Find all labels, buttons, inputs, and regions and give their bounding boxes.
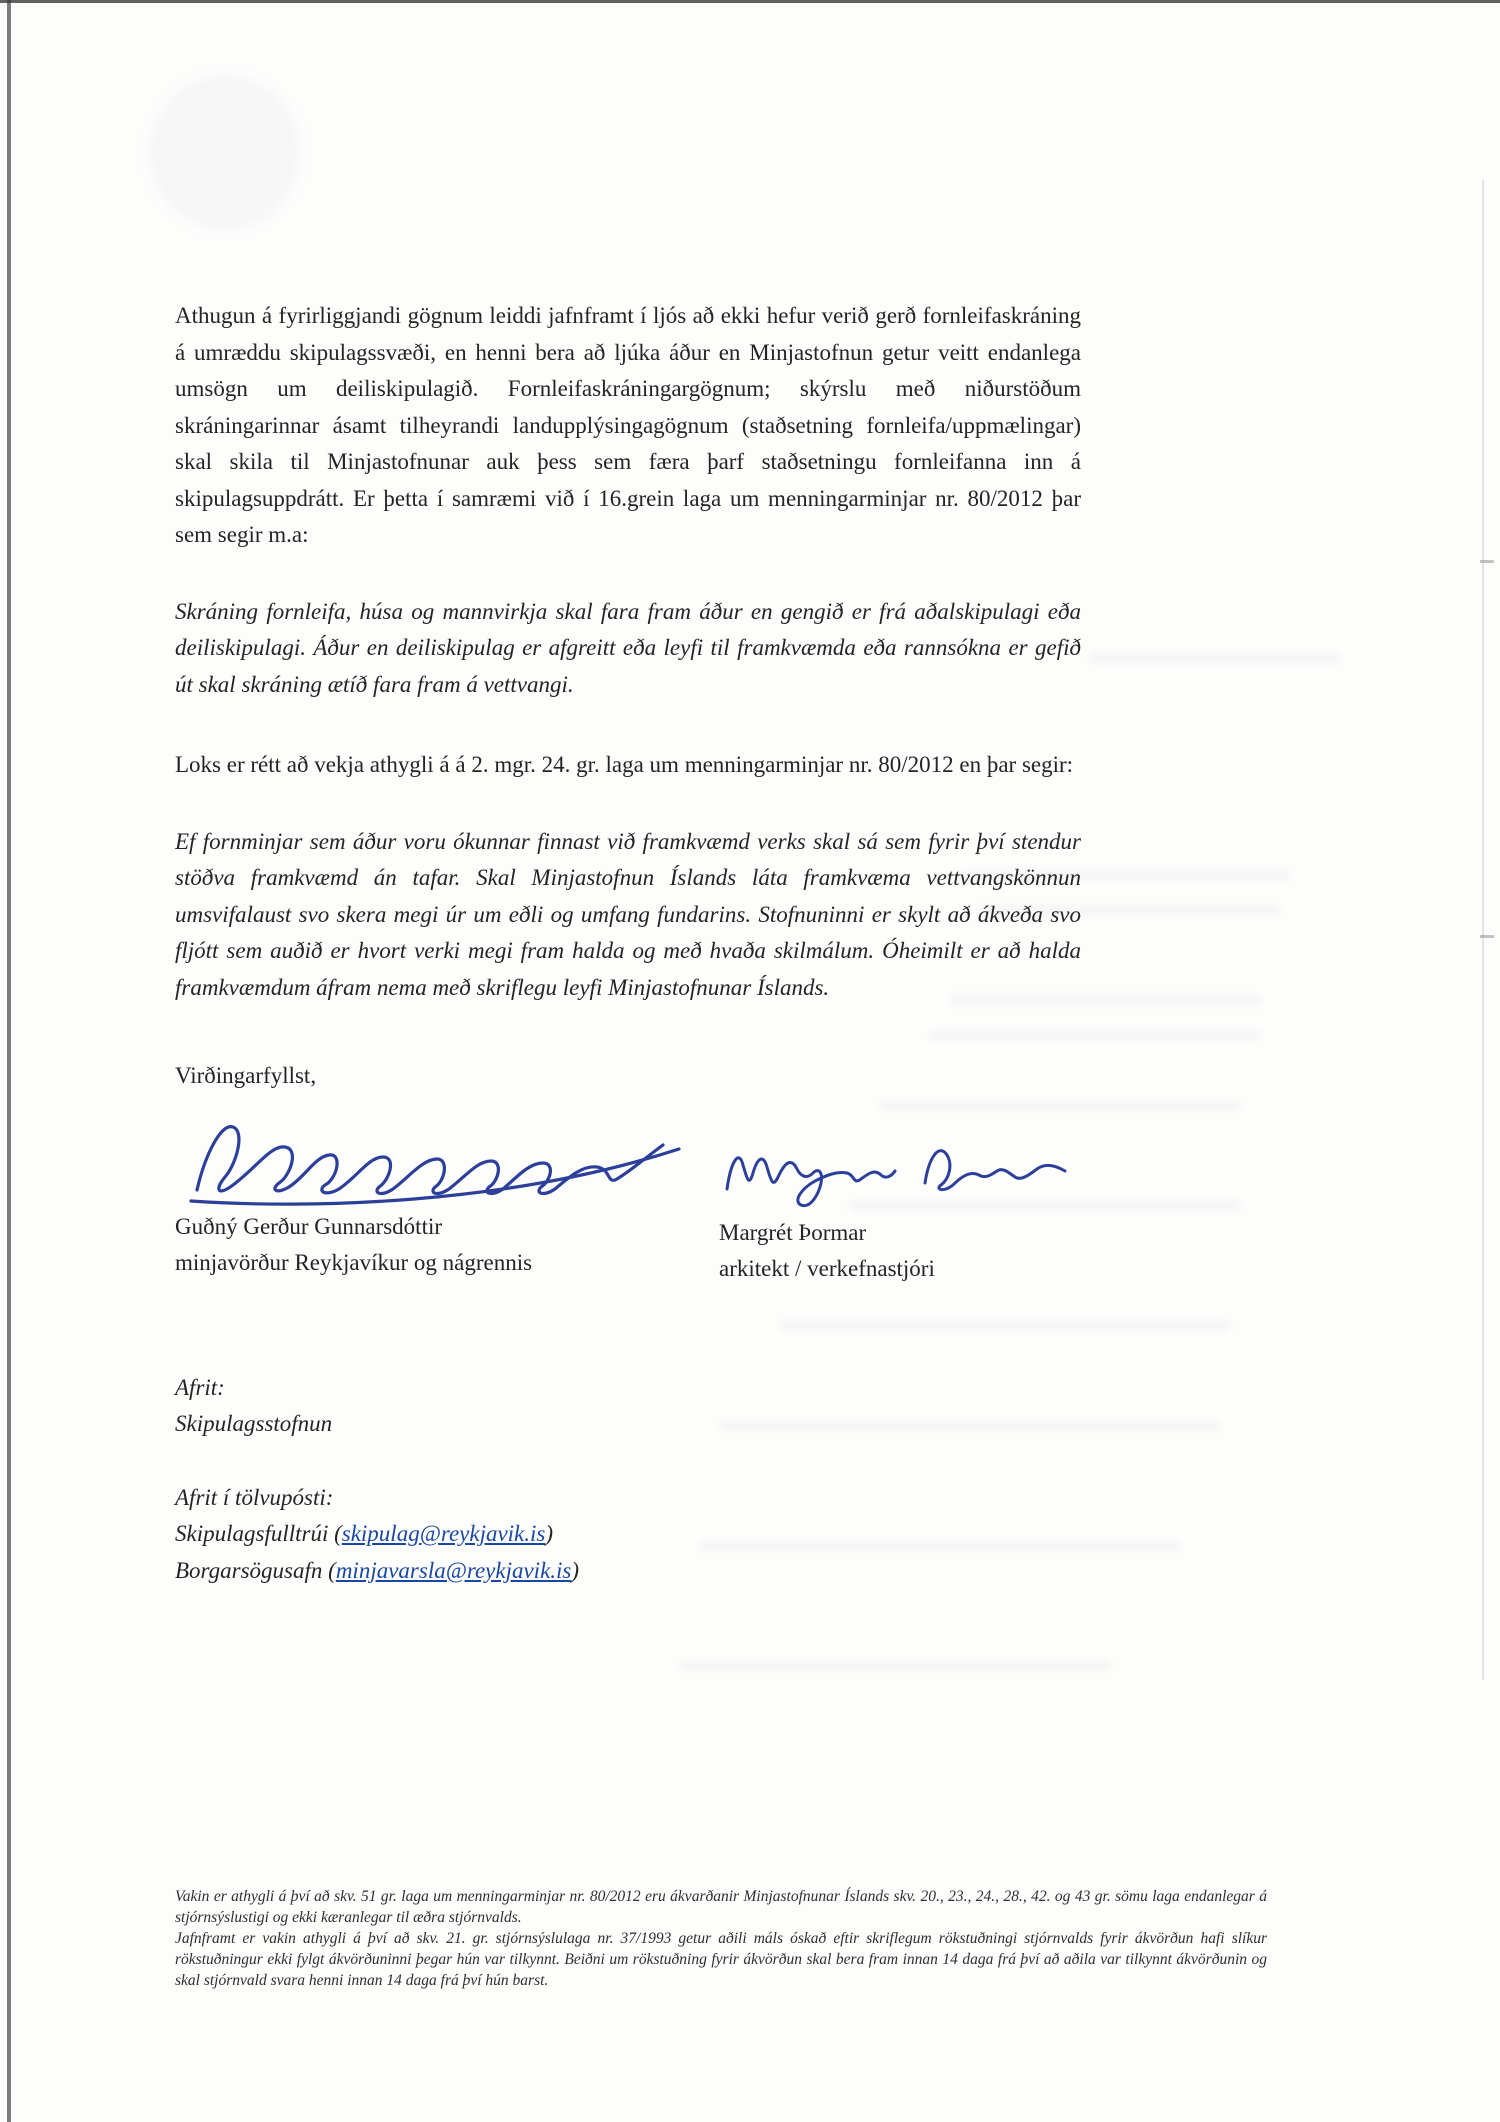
signature-gudny: [187, 1105, 687, 1217]
signatory-title: minjavörður Reykjavíkur og nágrennis: [175, 1250, 533, 1275]
signatory-name: Guðný Gerður Gunnarsdóttir: [175, 1213, 443, 1239]
email-link-skipulag[interactable]: skipulag@reykjavik.is: [341, 1521, 546, 1546]
legal-footnote: [175, 1886, 1267, 1991]
scan-edge-top: [0, 0, 1500, 3]
signatory-title: arkitekt / verkefnastjóri: [719, 1256, 935, 1281]
logo-bleedthrough-smudge: [150, 75, 300, 230]
copies-item: Skipulagsstofnun: [175, 1411, 333, 1436]
footnote-paragraph-1: Vakin er athygli á því að skv. 51 gr. laga um menningarminjar nr. 80/2012 eru ákvarðanir Minjastofnunar Íslands skv. 20., 23., 24., 28., 42. og 43 gr. sömu laga endanlegar á stjórnsýslustigi og ekki kæranlegar til æðra stjórnvalds.: [175, 1888, 1267, 1926]
email-line-suffix: ): [571, 1557, 580, 1583]
email-line-prefix: Skipulagsfulltrúi (: [175, 1521, 342, 1546]
signatory-2: [719, 1101, 1081, 1288]
scan-edge-left: [7, 0, 11, 2122]
copies-email-label: Afrit í tölvupósti:: [175, 1484, 334, 1510]
copies-section: [175, 1370, 1081, 1590]
bleedthrough-artifact: [680, 1660, 1110, 1671]
email-line-suffix: ): [545, 1521, 554, 1546]
copies-label: Afrit:: [175, 1374, 225, 1400]
fold-mark: [1480, 560, 1494, 563]
copies-email-line: [175, 1516, 1081, 1553]
bleedthrough-artifact: [1090, 652, 1340, 664]
letter-body: [175, 298, 1081, 1589]
body-paragraph-1: Athugun á fyrirliggjandi gögnum leiddi jafnframt í ljós að ekki hefur verið gerð fornleifaskráning á umræddu skipulagssvæði, en henni bera að ljúka áður en Minjastofnun getur veitt endanlega umsögn um deiliskipulagið. Fornleifaskráningargögnum; skýrslu með niðurstöðum skráningarinnar ásamt tilheyrandi landupplýsingagögnum (staðsetning fornleifa/uppmælingar) skal skila til Minjastofnunar auk þess sem færa þarf staðsetningu fornleifanna inn á skipulagsuppdrátt. Er þetta í samræmi við í 16.grein laga um menningarminjar nr. 80/2012 þar sem segir m.a:: [175, 303, 1081, 547]
law-quote-1: Skráning fornleifa, húsa og mannvirkja skal fara fram áður en gengið er frá aðalskipulagi eða deiliskipulagi. Áður en deiliskipulag er afgreitt eða leyfi til framkvæmda eða rannsókna er gefið út skal skráning ætíð fara fram á vettvangi.: [175, 598, 1081, 697]
email-line-prefix: Borgarsögusafn (: [175, 1557, 336, 1583]
fold-mark: [1480, 935, 1494, 938]
body-paragraph-2: Loks er rétt að vekja athygli á á 2. mgr. 24. gr. laga um menningarminjar nr. 80/2012 en þar segir:: [175, 752, 1074, 777]
signatory-1: [175, 1101, 719, 1288]
scan-crease-right: [1482, 180, 1484, 1680]
footnote-paragraph-2: Jafnframt er vakin athygli á því að skv. 21. gr. stjórnsýslulaga nr. 37/1993 getur aðili máls óskað eftir skriflegum rökstuðningi stjórnvalds fyrir ákvörðun hafi slíkur rökstuðningur ekki fylgt ákvörðuninni þegar hún var tilkynnt. Beiðni um rökstuðning fyrir ákvörðun skal bera fram innan 14 daga frá því að aðila var tilkynnt ákvörðunin og skal stjórnvald svara henni innan 14 daga frá því hún barst.: [175, 1930, 1267, 1989]
closing-salutation: Virðingarfyllst,: [175, 1063, 317, 1088]
email-link-minjavarsla[interactable]: minjavarsla@reykjavik.is: [335, 1557, 572, 1583]
signature-margret: [719, 1127, 1079, 1213]
copies-email-line: [175, 1553, 1081, 1590]
spacer: [175, 1443, 1081, 1480]
signature-block: [175, 1101, 1081, 1288]
signatory-name: Margrét Þormar: [719, 1219, 867, 1245]
law-quote-2: Ef fornminjar sem áður voru ókunnar finnast við framkvæmd verks skal sá sem fyrir því stendur stöðva framkvæmd án tafar. Skal Minjastofnun Íslands láta framkvæma vettvangskönnun umsvifalaust svo skera megi úr um eðli og umfang fundarins. Stofnuninni er skylt að ákveða svo fljótt sem auðið er hvort verki megi fram halda og með hvaða skilmálum. Óheimilt er að halda framkvæmdum áfram nema með skriflegu leyfi Minjastofnunar Íslands.: [175, 828, 1081, 1000]
